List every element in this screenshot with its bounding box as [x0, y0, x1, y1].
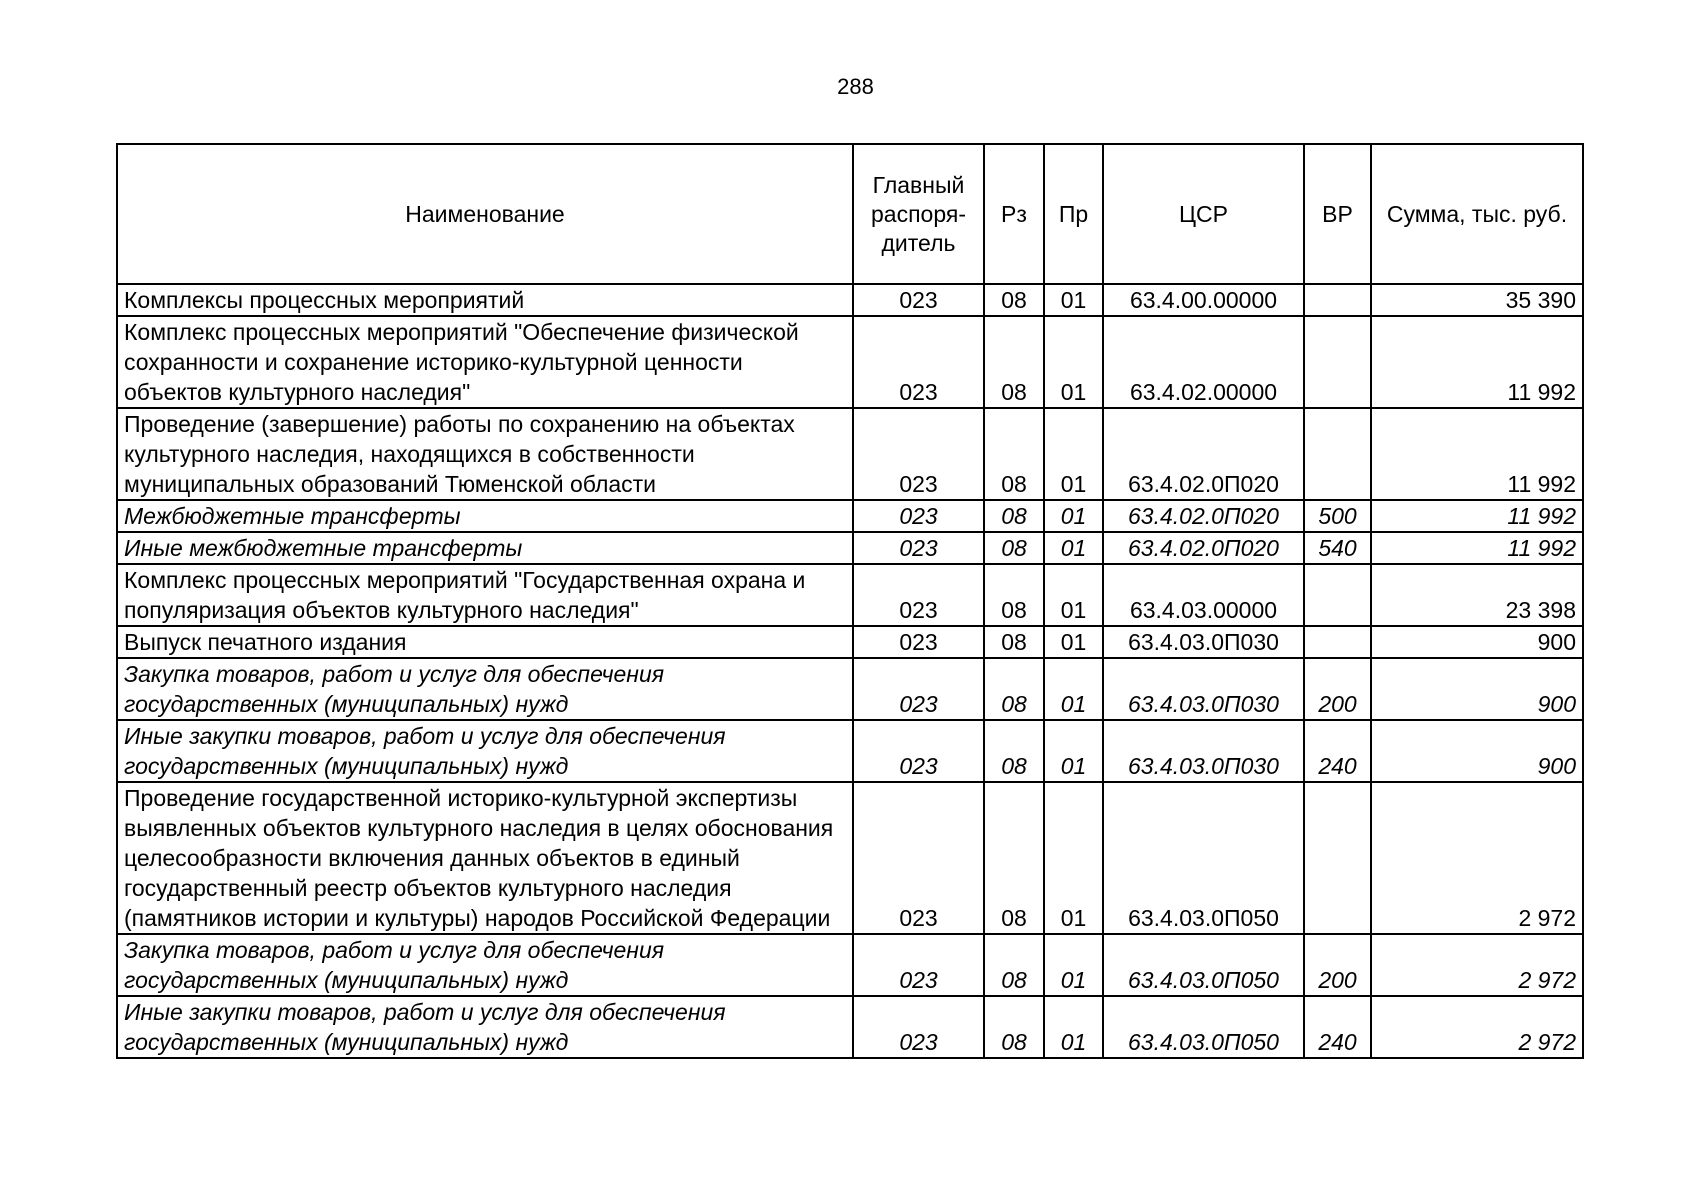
- cell-sum: 11 992: [1371, 500, 1583, 532]
- table-row: [117, 658, 1583, 720]
- cell-csr: 63.4.02.0П020: [1103, 408, 1304, 500]
- table-row: [117, 626, 1583, 658]
- cell-vr: [1304, 284, 1371, 316]
- cell-pr: 01: [1044, 626, 1103, 658]
- cell-vr: [1304, 408, 1371, 500]
- cell-name: Проведение (завершение) работы по сохранению на объектах культурного наследия, находящихся в собственности муниципальных образований Тюменской области: [117, 408, 853, 500]
- budget-table: [116, 143, 1584, 1059]
- cell-rz: 08: [984, 658, 1044, 720]
- cell-rz: 08: [984, 996, 1044, 1058]
- cell-manager: 023: [853, 934, 984, 996]
- cell-manager: 023: [853, 720, 984, 782]
- header-name: Наименование: [117, 144, 853, 284]
- table-row: [117, 564, 1583, 626]
- cell-rz: 08: [984, 408, 1044, 500]
- page-number: 288: [837, 74, 874, 99]
- cell-name: Комплекс процессных мероприятий "Государственная охрана и популяризация объектов культурного наследия": [117, 564, 853, 626]
- table-row: [117, 408, 1583, 500]
- cell-pr: 01: [1044, 564, 1103, 626]
- cell-rz: 08: [984, 532, 1044, 564]
- cell-pr: 01: [1044, 408, 1103, 500]
- cell-rz: 08: [984, 934, 1044, 996]
- cell-manager: 023: [853, 284, 984, 316]
- table-row: [117, 996, 1583, 1058]
- cell-vr: 240: [1304, 996, 1371, 1058]
- table-row: [117, 316, 1583, 408]
- cell-name: Закупка товаров, работ и услуг для обеспечения государственных (муниципальных) нужд: [117, 934, 853, 996]
- cell-vr: 200: [1304, 658, 1371, 720]
- cell-manager: 023: [853, 316, 984, 408]
- cell-vr: [1304, 626, 1371, 658]
- cell-sum: 900: [1371, 720, 1583, 782]
- cell-csr: 63.4.03.0П050: [1103, 782, 1304, 934]
- cell-sum: 23 398: [1371, 564, 1583, 626]
- cell-csr: 63.4.03.0П030: [1103, 720, 1304, 782]
- cell-rz: 08: [984, 316, 1044, 408]
- cell-name: Иные межбюджетные трансферты: [117, 532, 853, 564]
- cell-rz: 08: [984, 284, 1044, 316]
- table-row: [117, 782, 1583, 934]
- cell-manager: 023: [853, 782, 984, 934]
- table-row: [117, 532, 1583, 564]
- cell-sum: 11 992: [1371, 532, 1583, 564]
- cell-vr: 240: [1304, 720, 1371, 782]
- cell-name: Комплексы процессных мероприятий: [117, 284, 853, 316]
- cell-csr: 63.4.02.0П020: [1103, 532, 1304, 564]
- cell-sum: 900: [1371, 626, 1583, 658]
- cell-pr: 01: [1044, 284, 1103, 316]
- cell-pr: 01: [1044, 316, 1103, 408]
- cell-csr: 63.4.03.0П050: [1103, 934, 1304, 996]
- cell-rz: 08: [984, 500, 1044, 532]
- cell-vr: 500: [1304, 500, 1371, 532]
- table-row: [117, 934, 1583, 996]
- header-rz: Рз: [984, 144, 1044, 284]
- cell-pr: 01: [1044, 720, 1103, 782]
- cell-manager: 023: [853, 658, 984, 720]
- cell-sum: 2 972: [1371, 996, 1583, 1058]
- cell-sum: 35 390: [1371, 284, 1583, 316]
- cell-pr: 01: [1044, 996, 1103, 1058]
- cell-name: Комплекс процессных мероприятий "Обеспечение физической сохранности и сохранение историко-культурной ценности объектов культурного наследия": [117, 316, 853, 408]
- table-body: [117, 284, 1583, 1058]
- cell-vr: 540: [1304, 532, 1371, 564]
- cell-rz: 08: [984, 782, 1044, 934]
- cell-name: Выпуск печатного издания: [117, 626, 853, 658]
- cell-pr: 01: [1044, 658, 1103, 720]
- cell-csr: 63.4.03.0П050: [1103, 996, 1304, 1058]
- cell-manager: 023: [853, 626, 984, 658]
- cell-csr: 63.4.02.0П020: [1103, 500, 1304, 532]
- header-manager: Главный распоря-дитель: [853, 144, 984, 284]
- table-row: [117, 720, 1583, 782]
- cell-csr: 63.4.02.00000: [1103, 316, 1304, 408]
- cell-rz: 08: [984, 564, 1044, 626]
- cell-manager: 023: [853, 564, 984, 626]
- header-vr: ВР: [1304, 144, 1371, 284]
- cell-vr: 200: [1304, 934, 1371, 996]
- cell-manager: 023: [853, 408, 984, 500]
- cell-name: Проведение государственной историко-культурной экспертизы выявленных объектов культурного наследия в целях обоснования целесообразности включения данных объектов в единый государственный реестр объектов культурного наследия (памятников истории и культуры) народов Российской Федерации: [117, 782, 853, 934]
- cell-vr: [1304, 564, 1371, 626]
- table-row: [117, 500, 1583, 532]
- cell-rz: 08: [984, 626, 1044, 658]
- cell-sum: 2 972: [1371, 782, 1583, 934]
- cell-manager: 023: [853, 500, 984, 532]
- header-csr: ЦСР: [1103, 144, 1304, 284]
- cell-name: Иные закупки товаров, работ и услуг для обеспечения государственных (муниципальных) нужд: [117, 996, 853, 1058]
- cell-sum: 900: [1371, 658, 1583, 720]
- cell-pr: 01: [1044, 532, 1103, 564]
- cell-manager: 023: [853, 996, 984, 1058]
- cell-rz: 08: [984, 720, 1044, 782]
- cell-csr: 63.4.03.0П030: [1103, 658, 1304, 720]
- cell-name: Межбюджетные трансферты: [117, 500, 853, 532]
- cell-vr: [1304, 316, 1371, 408]
- cell-manager: 023: [853, 532, 984, 564]
- cell-pr: 01: [1044, 500, 1103, 532]
- cell-vr: [1304, 782, 1371, 934]
- cell-pr: 01: [1044, 934, 1103, 996]
- cell-csr: 63.4.00.00000: [1103, 284, 1304, 316]
- table-row: [117, 284, 1583, 316]
- header-row: [117, 144, 1583, 284]
- cell-csr: 63.4.03.0П030: [1103, 626, 1304, 658]
- cell-sum: 2 972: [1371, 934, 1583, 996]
- cell-csr: 63.4.03.00000: [1103, 564, 1304, 626]
- cell-pr: 01: [1044, 782, 1103, 934]
- cell-sum: 11 992: [1371, 408, 1583, 500]
- header-pr: Пр: [1044, 144, 1103, 284]
- cell-sum: 11 992: [1371, 316, 1583, 408]
- cell-name: Закупка товаров, работ и услуг для обеспечения государственных (муниципальных) нужд: [117, 658, 853, 720]
- cell-name: Иные закупки товаров, работ и услуг для обеспечения государственных (муниципальных) нужд: [117, 720, 853, 782]
- header-sum: Сумма, тыс. руб.: [1371, 144, 1583, 284]
